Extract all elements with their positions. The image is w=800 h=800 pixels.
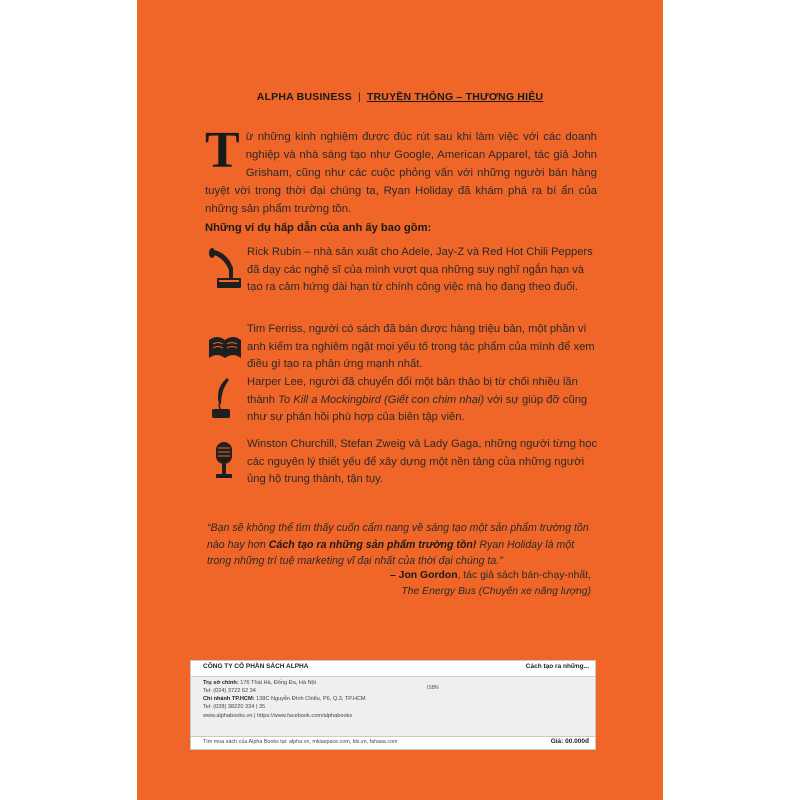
- examples-heading: Những ví dụ hấp dẫn của anh ấy bao gồm:: [205, 222, 432, 234]
- example-item-lee: [247, 374, 601, 427]
- example-item-rubin: Rick Rubin – nhà sản xuất cho Adele, Jay-Z và Red Hot Chili Peppers đã dạy các nghệ sĩ của mình vượt qua những suy nghĩ ngắn hạn và tạo ra cảm hứng dài hạn từ chính công việc mà họ đang theo đuổi.: [247, 246, 593, 293]
- where-to-buy: Tìm mua sách của Alpha Books tại: alpha.vn, mkiaspace.com, tiki.vn, fahasa.com: [203, 739, 398, 745]
- branch-label: Chi nhánh TP.HCM:: [203, 696, 255, 702]
- drop-cap: T: [205, 122, 240, 179]
- hq-tel: Tel: (024) 3722 62 34: [203, 688, 256, 694]
- attribution-role: , tác giả sách bán-chạy-nhất,: [457, 570, 591, 581]
- publisher-panel: [190, 660, 596, 750]
- example-item-churchill: Winston Churchill, Stefan Zweig và Lady Gaga, những người từng học các nguyên lý thiết yếu để xây dựng một nền tảng của những người ủng hộ trung thành, tận tụy.: [247, 438, 598, 485]
- example-lee-book-title: To Kill a Mockingbird (Giết con chim nhại): [278, 393, 485, 406]
- intro-text: ừ những kinh nghiệm được đúc rút sau khi làm việc với các doanh nghiệp và nhà sáng tạo như Google, American Apparel, tác giả John Grisham, cũng như các cuộc phỏng vấn với những người bán hàng tuyệt vời trong thời đại chúng ta, Ryan Holiday đã khám phá ra bí ẩn của những sản phẩm trường tồn.: [205, 131, 597, 215]
- publisher-name: CÔNG TY CỔ PHẦN SÁCH ALPHA: [203, 663, 309, 670]
- example-lee-text-start: Harper Lee, người đã chuyển đổi một bản thảo bị từ chối nhiều lần thành: [247, 376, 578, 406]
- quote-start: “Bạn sẽ không thể tìm thấy cuốn cẩm nang về sáng tạo một sản phẩm trường tồn nào hay hơn: [207, 522, 589, 551]
- series-category: TRUYỀN THÔNG – THƯƠNG HIỆU: [366, 91, 544, 103]
- open-book-icon: [207, 324, 243, 368]
- quote-book-title: Cách tạo ra những sản phẩm trường tồn!: [268, 538, 477, 551]
- quote-end: Ryan Holiday là một trong những trí tuệ marketing vĩ đại nhất của thời đại chúng ta.”: [207, 538, 575, 567]
- hq-label: Trụ sở chính:: [203, 680, 239, 686]
- panel-footer: [191, 736, 595, 749]
- microphone-icon: [207, 440, 243, 484]
- panel-book-title: Cách tạo ra những...: [525, 663, 589, 670]
- branch-address: [203, 696, 366, 703]
- example-lee-text-end: với sự giúp đỡ cũng như sự phản hồi phù hợp của biên tập viên.: [247, 393, 588, 423]
- attribution-book: The Energy Bus (Chuyến xe năng lượng): [401, 586, 591, 597]
- hq-address-text: 176 Thái Hà, Đống Đa, Hà Nội: [240, 680, 317, 686]
- panel-header: [191, 661, 595, 677]
- web-links: www.alphabooks.vn | https://www.facebook.com/alphabooks: [203, 713, 353, 719]
- back-cover: [137, 0, 663, 800]
- quill-ink-icon: [207, 376, 243, 420]
- example-item-ferriss: Tim Ferriss, người có sách đã bán được hàng triệu bản, một phần vì anh kiểm tra nghiêm ngặt mọi yếu tố trong tác phẩm của mình để xem điều gì tạo ra phản ứng mạnh nhất.: [247, 323, 595, 370]
- gramophone-icon: [207, 248, 243, 292]
- barcode-tag: ISBN: [427, 685, 439, 691]
- series-separator: |: [357, 91, 361, 103]
- series-line: [137, 91, 663, 103]
- branch-tel: Tel: (028) 38220 334 | 35: [203, 704, 266, 710]
- branch-address-text: 138C Nguyễn Đình Chiểu, P6, Q.3, TP.HCM: [256, 696, 366, 702]
- attribution-name: – Jon Gordon: [390, 570, 458, 581]
- testimonial-quote: [207, 520, 597, 570]
- intro-paragraph: [205, 122, 597, 218]
- price-label: Giá: 00.000đ: [550, 738, 589, 745]
- hq-address: [203, 680, 316, 687]
- series-name: ALPHA BUSINESS: [256, 91, 352, 103]
- attribution-line: [287, 568, 591, 584]
